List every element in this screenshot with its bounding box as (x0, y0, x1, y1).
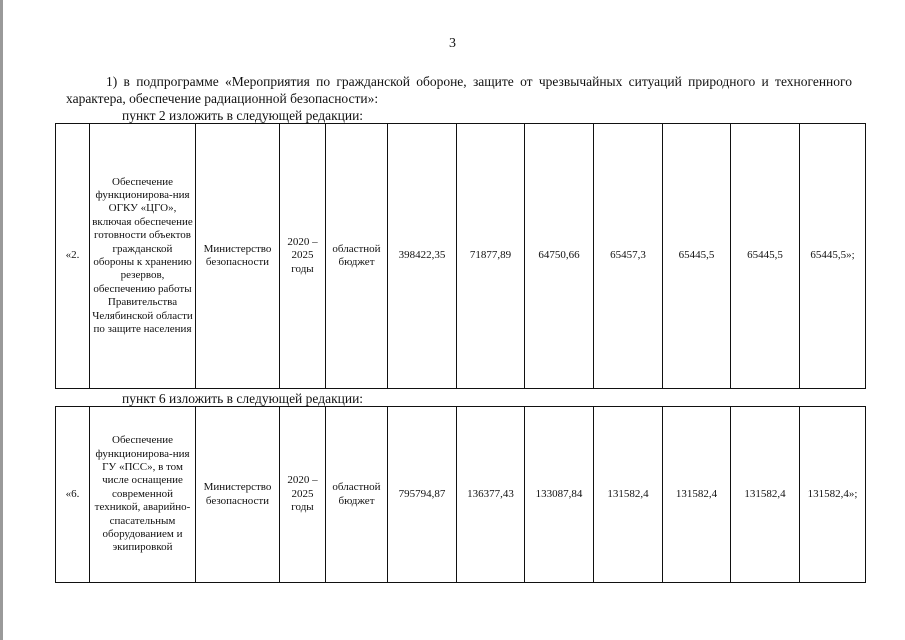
item-period: 2020 – 2025 годы (280, 407, 326, 583)
value-total: 398422,35 (388, 124, 457, 389)
value-cell: 131582,4»; (800, 407, 866, 583)
intro-line-1: 1) в подпрограмме «Мероприятия по гражданской обороне, защите от чрезвычайных ситуаций природного и (106, 74, 769, 89)
item-executor: Министерство безопасности (196, 407, 280, 583)
value-cell: 131582,4 (594, 407, 663, 583)
item-2-table (55, 123, 866, 389)
value-cell: 71877,89 (457, 124, 525, 389)
item-period: 2020 – 2025 годы (280, 124, 326, 389)
value-cell: 131582,4 (731, 407, 800, 583)
item-budget: областной бюджет (326, 124, 388, 389)
intro-paragraph (66, 73, 852, 107)
value-cell: 131582,4 (663, 407, 731, 583)
value-cell: 65457,3 (594, 124, 663, 389)
intro-line-2: техногенного характера, обеспечение радиационной безопасности»: (66, 74, 852, 106)
table-row (56, 407, 866, 583)
value-cell: 136377,43 (457, 407, 525, 583)
item-6-table (55, 406, 866, 583)
item-number: «2. (56, 124, 90, 389)
value-cell: 133087,84 (525, 407, 594, 583)
item-number: «6. (56, 407, 90, 583)
value-total: 795794,87 (388, 407, 457, 583)
item-description: Обеспечение функционирова-ния ОГКУ «ЦГО», включая обеспечение готовности объектов гражданской обороны к хранению резервов, обеспечению работы Правительства Челябинской области по защите населения (90, 124, 196, 389)
page-number: 3 (449, 36, 456, 51)
value-cell: 65445,5 (663, 124, 731, 389)
item-executor: Министерство безопасности (196, 124, 280, 389)
table-row (56, 124, 866, 389)
value-cell: 65445,5»; (800, 124, 866, 389)
value-cell: 65445,5 (731, 124, 800, 389)
scan-edge (0, 0, 3, 640)
item-description: Обеспечение функционирова-ния ГУ «ПСС», в том числе оснащение современной техникой, аварийно-спасательным оборудованием и экипировкой (90, 407, 196, 583)
value-cell: 64750,66 (525, 124, 594, 389)
item-6-caption: пункт 6 изложить в следующей редакции: (122, 391, 364, 406)
item-budget: областной бюджет (326, 407, 388, 583)
item-2-caption: пункт 2 изложить в следующей редакции: (122, 108, 364, 123)
